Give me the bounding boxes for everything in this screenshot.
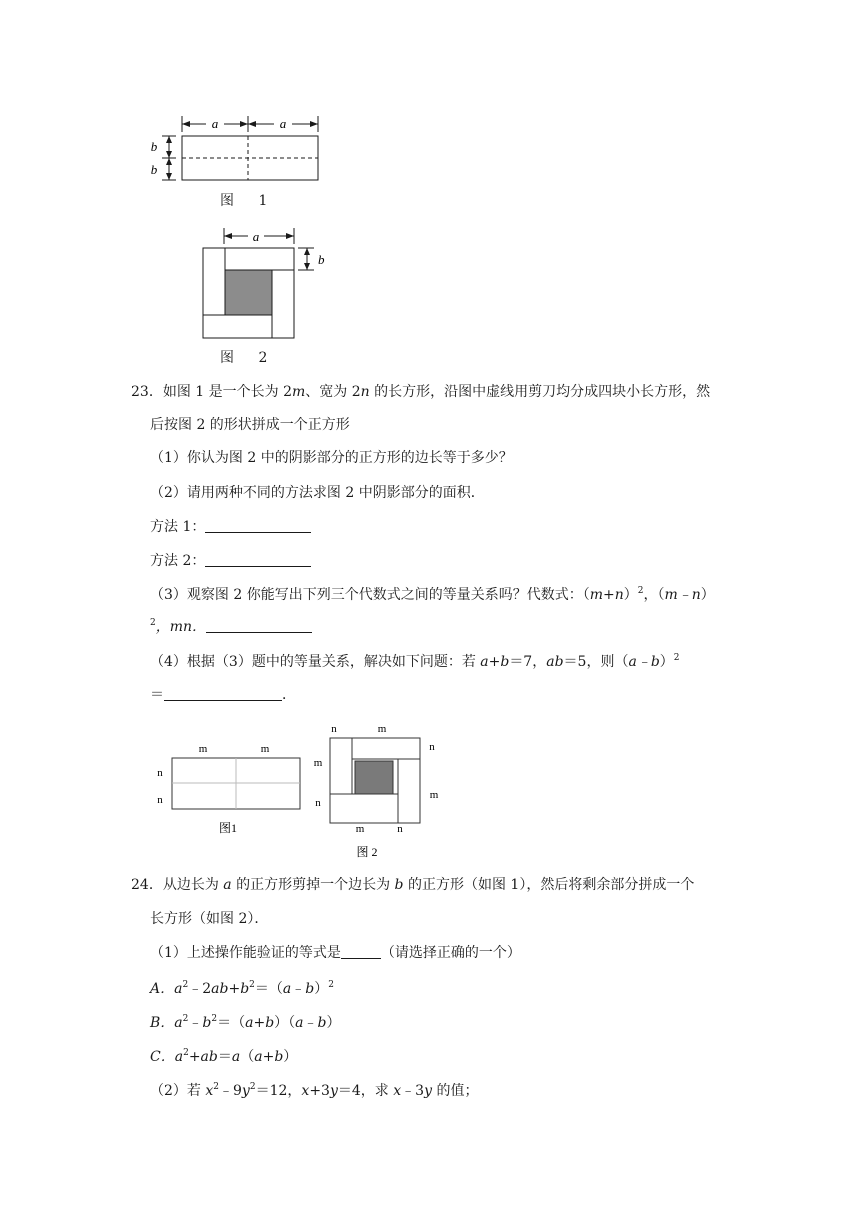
- answer-blank-part3[interactable]: [206, 618, 312, 633]
- answer-blank-part4[interactable]: [164, 686, 282, 701]
- fig1-b-top: b: [150, 139, 158, 154]
- q24-option-b[interactable]: B．$a^2﹣b^2=(a+b)(a﹣b)$: [150, 1014, 341, 1031]
- f1-n-top: n: [157, 767, 163, 779]
- fig1-b-bottom: b: [150, 162, 158, 177]
- figure-2-square-mn: [310, 722, 450, 862]
- f1-m-left: m: [198, 743, 208, 755]
- q23-stem-line2: 后按图 2 的形状拼成一个正方形: [150, 417, 350, 433]
- q24-stem-line2: 长方形（如图 2）．: [150, 911, 269, 927]
- fig1-a-left: a: [211, 116, 219, 131]
- answer-blank-method1[interactable]: [205, 518, 311, 533]
- f2-n-left: n: [315, 797, 321, 809]
- answer-blank-method2[interactable]: [205, 552, 311, 567]
- q24-option-c[interactable]: C．$a^2+ab=a(a+b)$: [150, 1048, 298, 1065]
- q24-stem-line1: 24．从边长为 a 的正方形剪掉一个边长为 b 的正方形（如图 1），然后将剩余部分拼成一个: [131, 877, 695, 893]
- f1-n-bottom: n: [157, 794, 163, 806]
- q23-method2: 方法 2：: [150, 551, 311, 571]
- f1-caption: 图1: [218, 821, 238, 835]
- fig2-a: a: [252, 229, 260, 244]
- q24-option-a[interactable]: A．$a^2﹣2ab+b^2=(a﹣b)^2$: [150, 980, 334, 997]
- q23-method1: 方法 1：: [150, 517, 311, 537]
- q23-part4-line1: （4）根据（3）题中的等量关系，解决如下问题：若 a+b＝7，ab＝5，则（a﹣b）$^2$: [150, 653, 680, 670]
- q24-part1: （1）上述操作能验证的等式是 （请选择正确的一个）: [150, 945, 521, 961]
- figure-1-rectangle-mn: [148, 740, 318, 840]
- answer-blank-q24-part1[interactable]: [341, 944, 381, 959]
- q24-part2: （2）若 $x^2﹣9y^2=12$，x+3y＝4，求 x﹣3y 的值；: [150, 1082, 479, 1099]
- fig1-a-right: a: [279, 116, 287, 131]
- f2-m-bottom: m: [355, 823, 365, 835]
- f2-m-right: m: [429, 789, 439, 801]
- f2-n-topleft: n: [331, 723, 337, 735]
- q23-part3-line2: $^2$，mn．: [150, 617, 312, 637]
- q23-stem-line1: 23．如图 1 是一个长为 2m、宽为 2n 的长方形，沿图中虚线用剪刀均分成四块小长方形，然: [131, 384, 711, 400]
- shaded-square: [225, 270, 272, 315]
- f2-m-left: m: [313, 757, 323, 769]
- q23-part1: （1）你认为图 2 中的阴影部分的正方形的边长等于多少？: [150, 450, 513, 466]
- f2-caption: 图 2: [356, 845, 378, 859]
- q23-part4-line2: ＝ ．: [150, 687, 296, 703]
- f2-n-bottom: n: [397, 823, 403, 835]
- fig2-b: b: [318, 252, 325, 267]
- shaded-square-mn: [355, 761, 393, 794]
- q23-number: 23．: [131, 384, 163, 400]
- q23-part2: （2）请用两种不同的方法求图 2 中阴影部分的面积．: [150, 485, 485, 501]
- q24-number: 24．: [131, 877, 163, 893]
- f2-m-top: m: [377, 723, 387, 735]
- fig2-caption: 图 2: [220, 350, 278, 366]
- fig1-caption: 图 1: [220, 193, 278, 209]
- f2-n-right: n: [429, 741, 435, 753]
- f1-m-right: m: [260, 743, 270, 755]
- q23-part3-line1: （3）观察图 2 你能写出下列三个代数式之间的等量关系吗？代数式：$(m+n)^2$，（m﹣n）: [150, 586, 715, 603]
- figure-2-square-ab: [190, 222, 340, 344]
